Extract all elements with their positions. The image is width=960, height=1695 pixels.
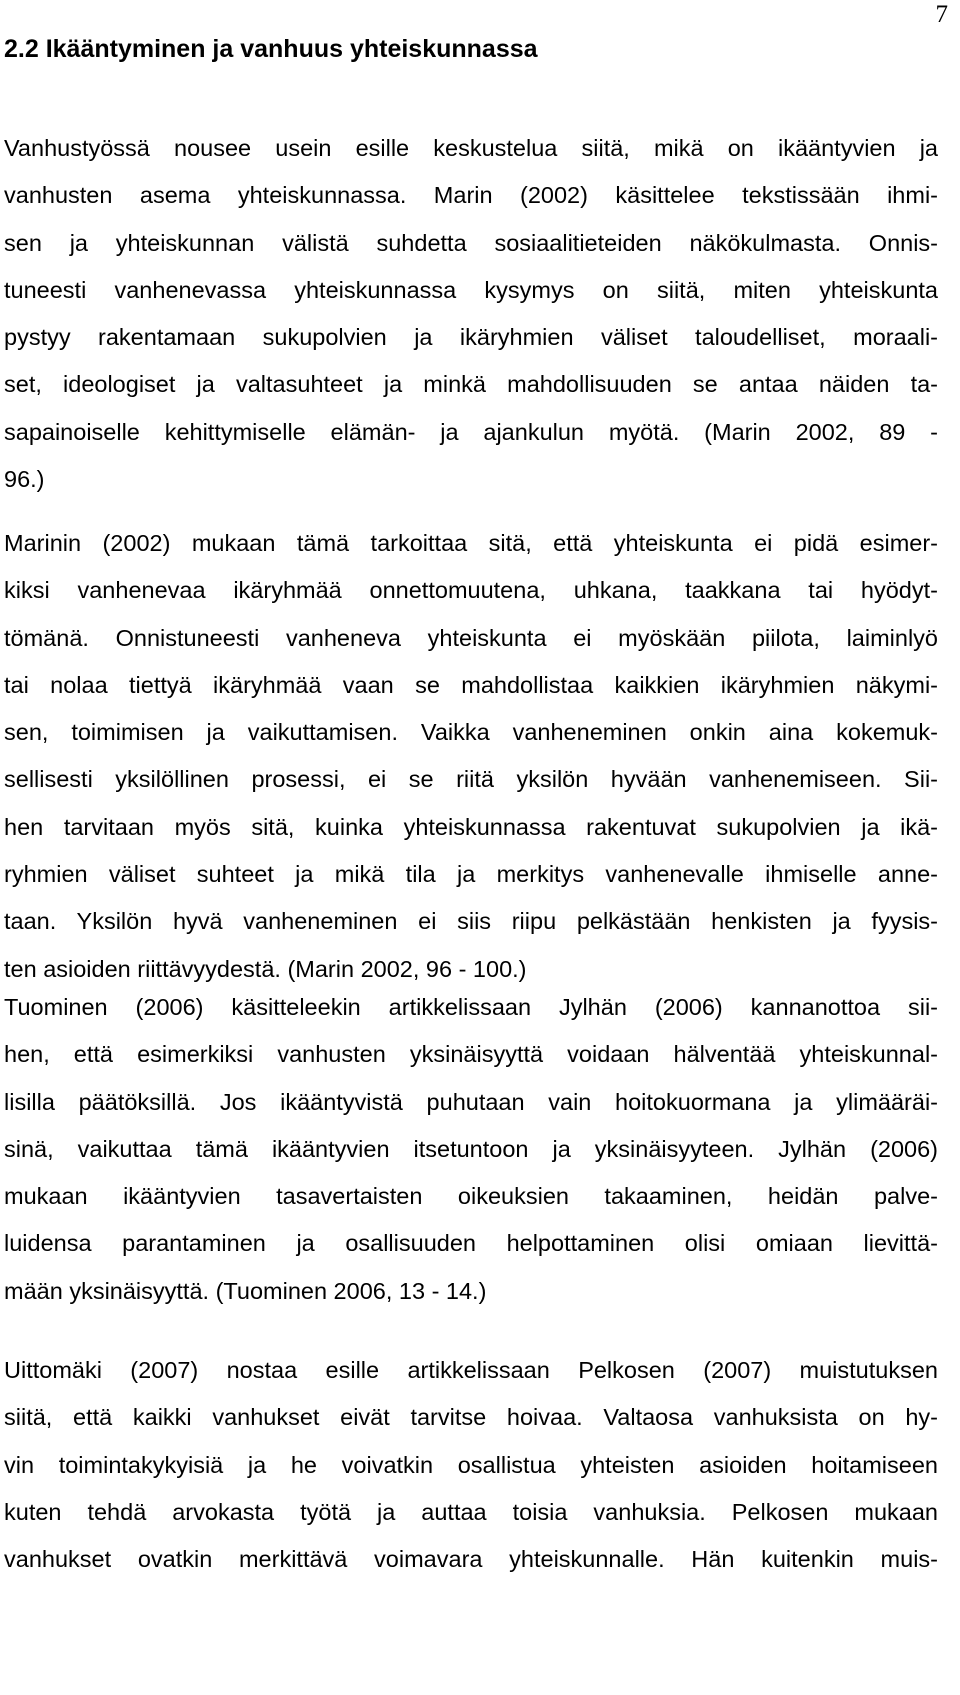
text-line: siitä, että kaikki vanhukset eivät tarvitse hoivaa. Valtaosa vanhuksista on hy- bbox=[4, 1404, 938, 1431]
text-line: set, ideologiset ja valtasuhteet ja minkä mahdollisuuden se antaa näiden ta- bbox=[4, 371, 938, 398]
text-line: hen tarvitaan myös sitä, kuinka yhteiskunnassa rakentuvat sukupolvien ja ikä- bbox=[4, 813, 938, 840]
text-line: taan. Yksilön hyvä vanheneminen ei siis riipu pelkästään henkisten ja fyysis- bbox=[4, 908, 938, 935]
text-line: tuneesti vanhenevassa yhteiskunnassa kysymys on siitä, miten yhteiskunta bbox=[4, 276, 938, 303]
text-line: Tuominen (2006) käsitteleekin artikkelissaan Jylhän (2006) kannanottoa sii- bbox=[4, 994, 938, 1020]
text-line: kiksi vanhenevaa ikäryhmää onnettomuutena, uhkana, taakkana tai hyödyt- bbox=[4, 577, 938, 604]
text-line: ten asioiden riittävyydestä. (Marin 2002, 96 - 100.) bbox=[4, 955, 527, 982]
text-line: lisilla päätöksillä. Jos ikääntyvistä puhutaan vain hoitokuormana ja ylimääräi- bbox=[4, 1088, 938, 1115]
text-line: sellisesti yksilöllinen prosessi, ei se riitä yksilön hyvään vanhenemiseen. Sii- bbox=[4, 766, 938, 793]
paragraph-3 bbox=[4, 984, 938, 1315]
text-line: Marinin (2002) mukaan tämä tarkoittaa sitä, että yhteiskunta ei pidä esimer- bbox=[4, 530, 938, 556]
text-line: sen, toimimisen ja vaikuttamisen. Vaikka vanheneminen onkin aina kokemuk- bbox=[4, 719, 938, 746]
paragraph-4 bbox=[4, 1347, 938, 1583]
text-line: vanhukset ovatkin merkittävä voimavara yhteiskunnalle. Hän kuitenkin muis- bbox=[4, 1546, 938, 1573]
text-line: ryhmien väliset suhteet ja mikä tila ja merkitys vanhenevalle ihmiselle anne- bbox=[4, 861, 938, 888]
text-line: Vanhustyössä nousee usein esille keskustelua siitä, mikä on ikääntyvien ja bbox=[4, 135, 938, 161]
text-line: mään yksinäisyyttä. (Tuominen 2006, 13 - 14.) bbox=[4, 1277, 487, 1304]
paragraph-2 bbox=[4, 520, 938, 993]
text-line: luidensa parantaminen ja osallisuuden helpottaminen olisi omiaan lievittä- bbox=[4, 1230, 938, 1257]
text-line: sapainoiselle kehittymiselle elämän- ja ajankulun myötä. (Marin 2002, 89 - bbox=[4, 418, 938, 445]
text-line: tai nolaa tiettyä ikäryhmää vaan se mahdollistaa kaikkien ikäryhmien näkymi- bbox=[4, 671, 938, 698]
section-heading: 2.2 Ikääntyminen ja vanhuus yhteiskunnassa bbox=[4, 35, 538, 63]
text-line: kuten tehdä arvokasta työtä ja auttaa toisia vanhuksia. Pelkosen mukaan bbox=[4, 1498, 938, 1525]
text-line: tömänä. Onnistuneesti vanheneva yhteiskunta ei myöskään piilota, laiminlyö bbox=[4, 624, 938, 651]
page-number: 7 bbox=[935, 1, 948, 28]
text-line: vanhusten asema yhteiskunnassa. Marin (2002) käsittelee tekstissään ihmi- bbox=[4, 182, 938, 209]
text-line: sinä, vaikuttaa tämä ikääntyvien itsetuntoon ja yksinäisyyteen. Jylhän (2006) bbox=[4, 1135, 938, 1162]
text-line: 96.) bbox=[4, 466, 45, 493]
paragraph-1 bbox=[4, 125, 938, 503]
text-line: sen ja yhteiskunnan välistä suhdetta sosiaalitieteiden näkökulmasta. Onnis- bbox=[4, 229, 938, 256]
text-line: Uittomäki (2007) nostaa esille artikkelissaan Pelkosen (2007) muistutuksen bbox=[4, 1357, 938, 1383]
text-line: hen, että esimerkiksi vanhusten yksinäisyyttä voidaan hälventää yhteiskunnal- bbox=[4, 1041, 938, 1068]
text-line: vin toimintakykyisiä ja he voivatkin osallistua yhteisten asioiden hoitamiseen bbox=[4, 1451, 938, 1478]
text-line: pystyy rakentamaan sukupolvien ja ikäryhmien väliset taloudelliset, moraali- bbox=[4, 324, 938, 351]
text-line: mukaan ikääntyvien tasavertaisten oikeuksien takaaminen, heidän palve- bbox=[4, 1183, 938, 1210]
